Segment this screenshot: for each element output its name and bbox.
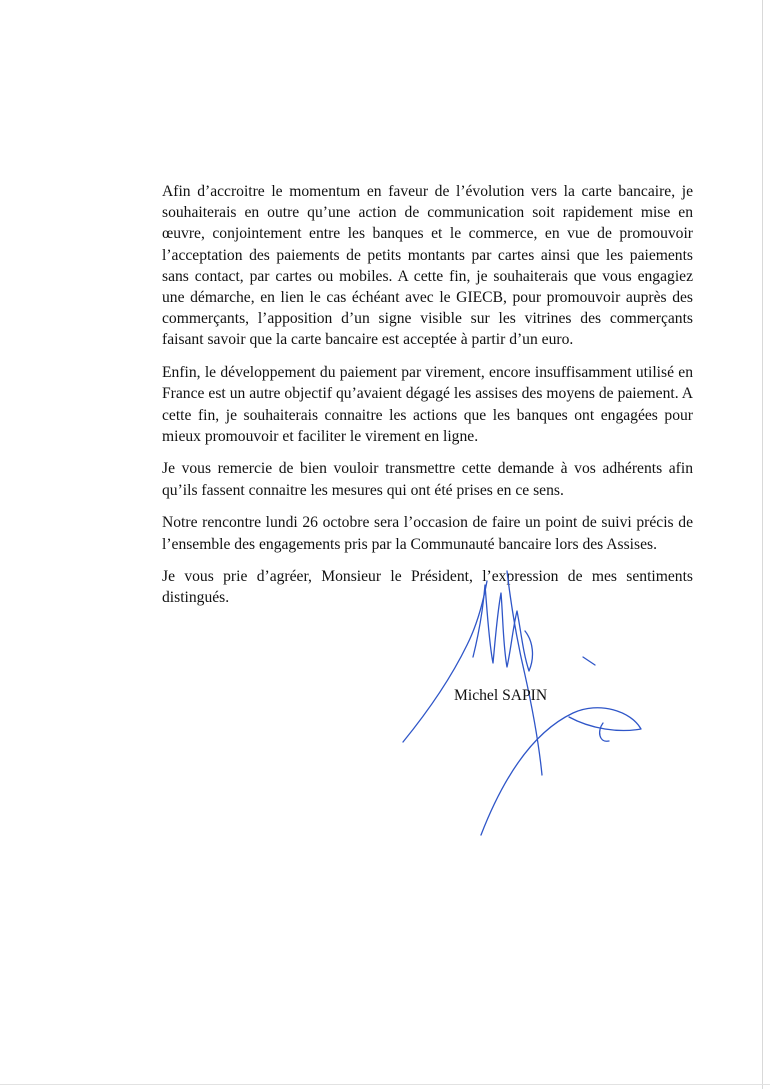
signature-stroke-loops [473, 585, 532, 671]
signature-stroke-swoop [481, 708, 641, 835]
paragraph-card-communication: Afin d’accroitre le momentum en faveur de l’évolution vers la carte bancaire, je souhaiterais en outre qu’une action de communication soit rapidement mise en œuvre, conjointement entre les banques et le commerce, en vue de promouvoir l’acceptation des paiements de petits montants par cartes ainsi que les paiements sans contact, par cartes ou mobiles. A cette fin, je souhaiterais que vous engagiez une démarche, en lien le cas échéant avec le GIECB, pour promouvoir auprès des commerçants, l’apposition d’un signe visible sur les vitrines des commerçants faisant savoir que la carte bancaire est acceptée à partir d’un euro. [162, 183, 693, 349]
paragraph-thanks: Je vous remercie de bien vouloir transmettre cette demande à vos adhérents afin qu’ils fassent connaitre les mesures qui ont été prises en ce sens. [162, 460, 693, 499]
signature-stroke-left [403, 581, 487, 742]
signature-stroke-tick [583, 657, 595, 665]
paragraph-transfer-payment: Enfin, le développement du paiement par virement, encore insuffisamment utilisé en France est un autre objectif qu’avaient dégagé les assises des moyens de paiement. A cette fin, je souhaiterais connaitre les actions que les banques ont engagées pour mieux promouvoir et faciliter le virement en ligne. [162, 364, 693, 445]
paragraph-closing: Je vous prie d’agréer, Monsieur le Président, l’expression de mes sentiments distingués. [162, 568, 693, 607]
signatory-name: Michel SAPIN [454, 687, 548, 704]
page-edge-right [762, 0, 763, 1089]
signature-stroke-hook [600, 723, 609, 741]
page-edge-bottom [0, 1084, 770, 1085]
signature-stroke-vertical [507, 571, 542, 775]
paragraph-meeting: Notre rencontre lundi 26 octobre sera l’occasion de faire un point de suivi précis de l’ensemble des engagements pris par la Communauté bancaire lors des Assises. [162, 514, 693, 553]
